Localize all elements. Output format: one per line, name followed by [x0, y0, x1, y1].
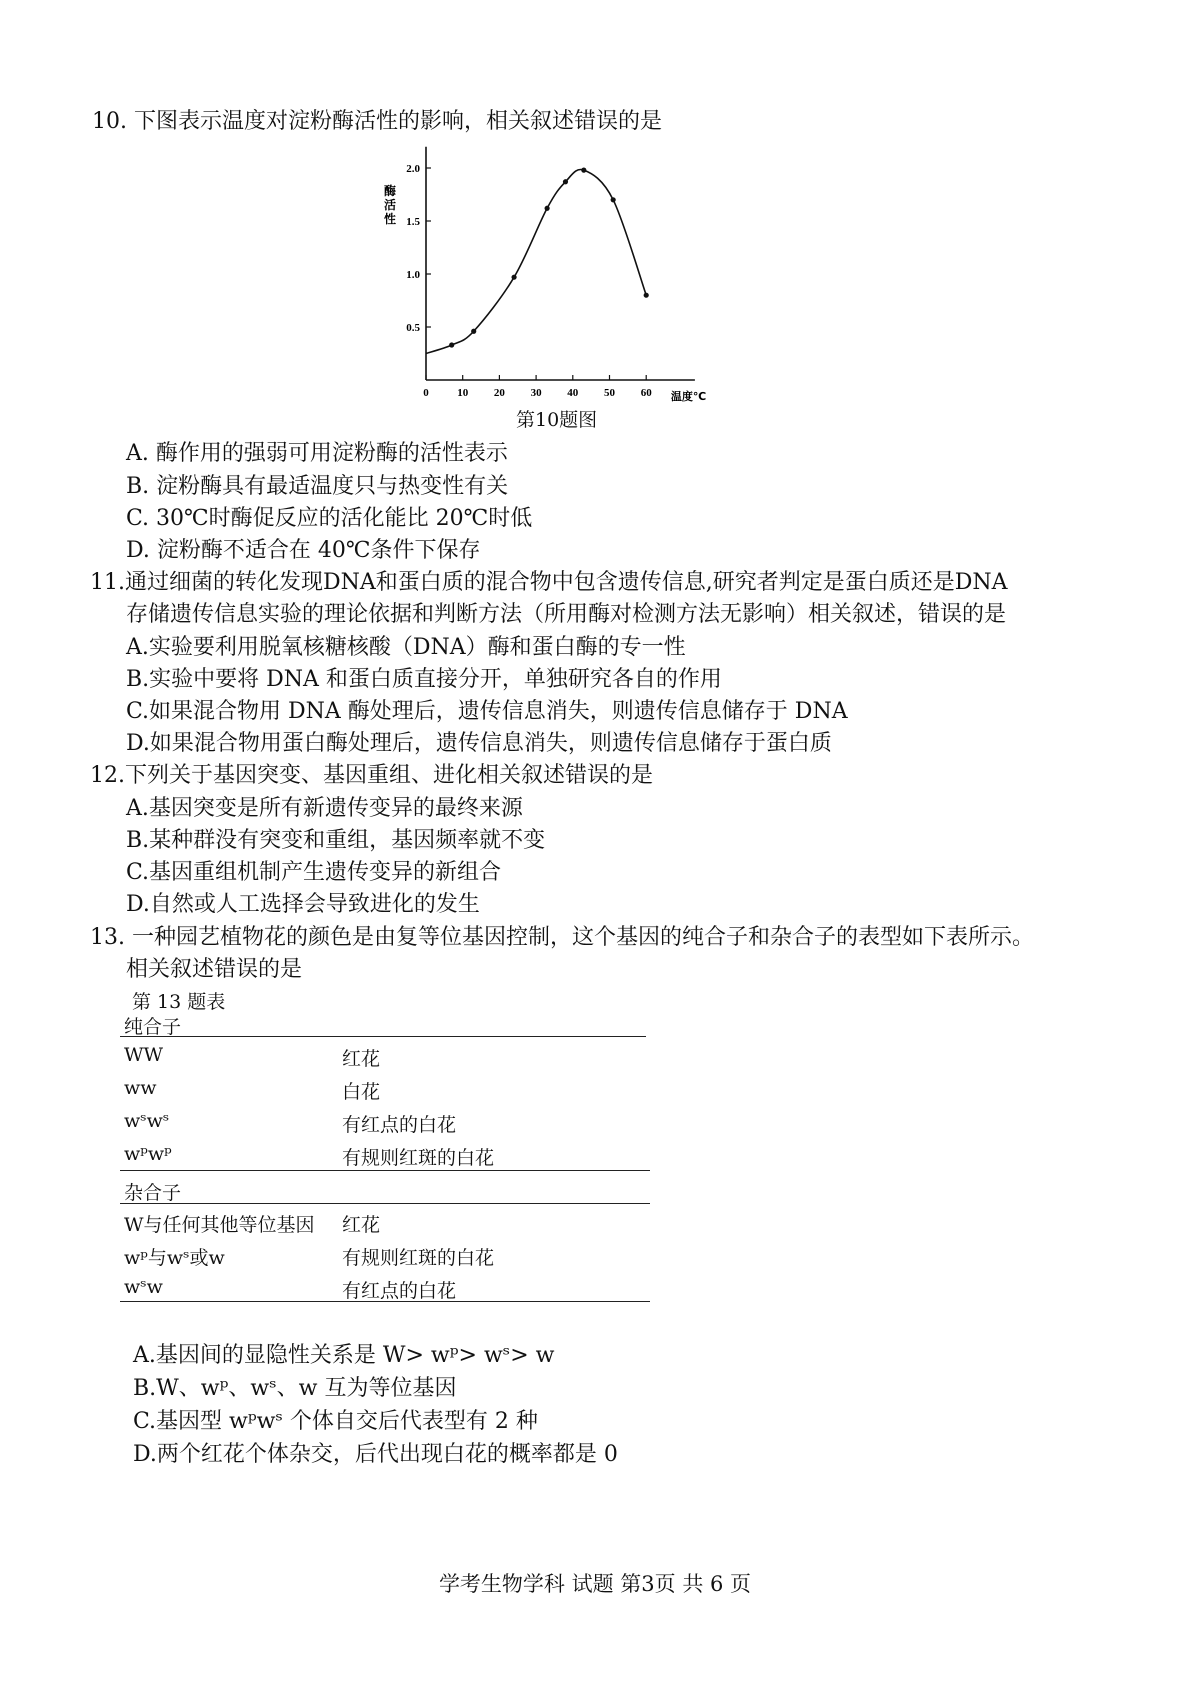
q13-option-a: A.基因间的显隐性关系是 W> wᵖ> wˢ> w	[133, 1343, 555, 1368]
y-axis-label-char: 性	[384, 212, 397, 226]
q10-option-c: C. 30℃时酶促反应的活化能比 20℃时低	[126, 506, 533, 531]
q13-option-c: C.基因型 wᵖwˢ 个体自交后代表型有 2 种	[133, 1409, 538, 1434]
y-axis-label-char: 酶	[384, 184, 397, 198]
q10-option-d: D. 淀粉酶不适合在 40℃条件下保存	[126, 538, 481, 563]
q10-stem: 10. 下图表示温度对淀粉酶活性的影响，相关叙述错误的是	[92, 109, 662, 134]
x-tick-label: 0	[423, 387, 429, 399]
table-rule	[120, 1170, 650, 1171]
y-tick-label: 2.0	[406, 163, 420, 175]
hetero-row-2-phenotype: 有规则红斑的白花	[342, 1247, 495, 1269]
x-tick-label: 50	[604, 387, 615, 399]
data-point	[449, 342, 454, 347]
q11-option-c: C.如果混合物用 DNA 酶处理后，遗传信息消失，则遗传信息储存于 DNA	[126, 699, 848, 724]
x-axis-label: 温度℃	[670, 390, 707, 403]
hetero-row-2-genotype: wᵖ与wˢ或w	[124, 1247, 225, 1269]
homo-row-4-genotype: wᵖwᵖ	[124, 1143, 172, 1165]
table-rule	[120, 1036, 646, 1037]
homo-row-1-genotype: WW	[124, 1044, 164, 1066]
data-point	[563, 179, 568, 184]
heterozygous-header: 杂合子	[124, 1182, 182, 1204]
y-tick-label: 1.0	[406, 269, 420, 281]
data-point	[611, 197, 616, 202]
activity-curve	[426, 169, 646, 353]
hetero-row-3-genotype: wˢw	[124, 1276, 163, 1298]
q10-figure-caption: 第10题图	[516, 409, 598, 431]
homo-row-2-genotype: ww	[124, 1077, 157, 1099]
x-tick-label: 20	[493, 387, 505, 399]
q13-table-caption: 第 13 题表	[132, 991, 226, 1013]
q11-option-b: B.实验中要将 DNA 和蛋白质直接分开，单独研究各自的作用	[126, 667, 722, 692]
data-point	[644, 293, 649, 298]
q11-stem-line1: 11.通过细菌的转化发现DNA和蛋白质的混合物中包含遗传信息,研究者判定是蛋白质还是DNA	[90, 570, 1008, 595]
homo-row-4-phenotype: 有规则红斑的白花	[342, 1147, 495, 1169]
table-rule	[120, 1203, 650, 1204]
page-footer: 学考生物学科 试题 第3页 共 6 页	[438, 1572, 752, 1596]
q12-option-b: B.某种群没有突变和重组，基因频率就不变	[126, 828, 546, 853]
q13-option-b: B.W、wᵖ、wˢ、w 互为等位基因	[133, 1376, 457, 1401]
q12-option-a: A.基因突变是所有新遗传变异的最终来源	[126, 796, 523, 821]
data-point	[545, 206, 550, 211]
hetero-row-3-phenotype: 有红点的白花	[342, 1280, 457, 1302]
homo-row-3-genotype: wˢwˢ	[124, 1110, 170, 1132]
y-tick-label: 1.5	[406, 216, 420, 228]
data-point	[511, 275, 516, 280]
x-tick-label: 30	[530, 387, 542, 399]
data-point	[581, 168, 586, 173]
y-axis-label-char: 活	[384, 198, 397, 212]
q13-stem-line1: 13. 一种园艺植物花的颜色是由复等位基因控制，这个基因的纯合子和杂合子的表型如下表所示。	[90, 925, 1034, 950]
x-tick-label: 10	[457, 387, 469, 399]
y-tick-label: 0.5	[406, 322, 420, 334]
q13-option-d: D.两个红花个体杂交，后代出现白花的概率都是 0	[133, 1442, 618, 1467]
q10-enzyme-activity-chart	[384, 150, 732, 440]
homo-row-1-phenotype: 红花	[342, 1048, 381, 1070]
q10-option-a: A. 酶作用的强弱可用淀粉酶的活性表示	[126, 441, 508, 466]
homo-row-3-phenotype: 有红点的白花	[342, 1114, 457, 1136]
hetero-row-1-phenotype: 红花	[342, 1214, 381, 1236]
q12-option-c: C.基因重组机制产生遗传变异的新组合	[126, 860, 502, 885]
x-tick-label: 60	[640, 387, 652, 399]
data-point	[471, 329, 476, 334]
homo-row-2-phenotype: 白花	[342, 1081, 381, 1103]
x-tick-label: 40	[567, 387, 579, 399]
q11-stem-line2: 存储遗传信息实验的理论依据和判断方法（所用酶对检测方法无影响）相关叙述，错误的是	[126, 602, 1007, 627]
table-rule	[120, 1301, 650, 1302]
q12-option-d: D.自然或人工选择会导致进化的发生	[126, 892, 480, 917]
q13-stem-line2: 相关叙述错误的是	[126, 957, 303, 982]
q11-option-a: A.实验要利用脱氧核糖核酸（DNA）酶和蛋白酶的专一性	[126, 635, 686, 660]
q11-option-d: D.如果混合物用蛋白酶处理后，遗传信息消失，则遗传信息储存于蛋白质	[126, 731, 832, 756]
homozygous-header: 纯合子	[124, 1016, 182, 1038]
hetero-row-1-genotype: W与任何其他等位基因	[124, 1214, 315, 1236]
q10-option-b: B. 淀粉酶具有最适温度只与热变性有关	[126, 474, 509, 499]
q12-stem: 12.下列关于基因突变、基因重组、进化相关叙述错误的是	[90, 763, 653, 788]
